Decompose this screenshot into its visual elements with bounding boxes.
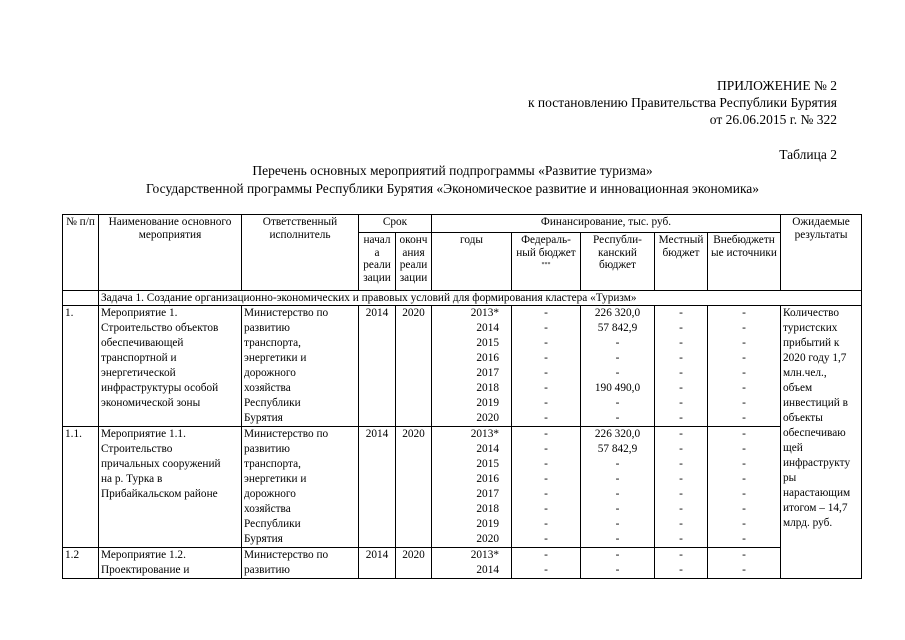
federal-budget-line: - — [544, 397, 548, 409]
activity-name-line: экономической зоны — [101, 397, 201, 409]
extra-budget-line: - — [742, 307, 746, 319]
activity-name-line: Прибайкальском районе — [101, 488, 218, 500]
republic-budget — [581, 306, 655, 427]
executor-line: развитию — [244, 443, 290, 455]
col-start: начал а реали зации — [359, 233, 396, 291]
republic-budget-line: - — [615, 367, 620, 379]
extra-budget-line: - — [742, 473, 746, 485]
local-budget-line: - — [679, 518, 683, 530]
executor — [242, 427, 359, 548]
local-budget-line: - — [679, 503, 683, 515]
federal-budget-line: - — [544, 382, 548, 394]
republic-budget — [581, 548, 655, 579]
end-year: 2020 — [396, 548, 432, 579]
local-budget-line: - — [679, 549, 683, 561]
republic-budget-line: - — [615, 488, 620, 500]
federal-budget-line: - — [544, 564, 548, 576]
years-line: 2018 — [476, 382, 499, 394]
years-line: 2020 — [476, 412, 499, 424]
start-year: 2014 — [359, 427, 396, 548]
executor-line: транспорта, — [244, 458, 301, 470]
republic-budget-line: - — [615, 458, 620, 470]
table-number: Таблица 2 — [779, 147, 837, 162]
years-line: 2019 — [476, 518, 499, 530]
years — [432, 548, 512, 579]
col-financing: Финансирование, тыс. руб. — [432, 215, 781, 233]
start-year: 2014 — [359, 548, 396, 579]
local-budget-line: - — [679, 443, 683, 455]
federal-budget-line: - — [544, 443, 548, 455]
col-federal-label: Федераль-ный бюджет — [516, 234, 576, 259]
executor-line: дорожного — [244, 488, 296, 500]
task-title: Задача 1. Создание организационно-экономических и правовых условий для формирования кластера «Туризм» — [99, 291, 862, 306]
local-budget — [655, 427, 708, 548]
activity-name-line: Мероприятие 1.2. — [101, 549, 186, 561]
republic-budget — [581, 427, 655, 548]
col-republic: Республи-канский бюджет — [581, 233, 655, 291]
local-budget — [655, 548, 708, 579]
activity-name-line: Строительство объектов — [101, 322, 219, 334]
document-title-line1: Перечень основных мероприятий подпрограммы «Развитие туризма» — [252, 163, 653, 178]
extra-budget-line: - — [742, 322, 746, 334]
federal-budget — [512, 306, 581, 427]
activity-name-line: обеспечивающей — [101, 337, 184, 349]
expected-results-line: обеспечиваю — [783, 427, 846, 439]
republic-budget-line: 226 320,0 — [594, 428, 641, 440]
years — [432, 306, 512, 427]
executor — [242, 548, 359, 579]
executor-line: энергетики и — [244, 473, 307, 485]
local-budget-line: - — [679, 533, 683, 545]
years-line: 2014 — [476, 443, 499, 455]
expected-results-line: Количество — [783, 307, 839, 319]
federal-budget — [512, 548, 581, 579]
years-line: 2016 — [476, 473, 499, 485]
federal-budget-line: - — [544, 322, 548, 334]
republic-budget-line: - — [615, 397, 620, 409]
federal-budget-line: - — [544, 352, 548, 364]
activity-name-line: Мероприятие 1.1. — [101, 428, 186, 440]
row-number: 1.1. — [63, 427, 99, 548]
years-line: 2017 — [476, 367, 499, 379]
republic-budget-line: 57 842,9 — [597, 443, 638, 455]
row-number: 1.2 — [63, 548, 99, 579]
republic-budget-line: - — [615, 412, 620, 424]
expected-results-line: нарастающим — [783, 487, 851, 499]
years — [432, 427, 512, 548]
years-line: 2016 — [476, 352, 499, 364]
executor-line: хозяйства — [244, 382, 291, 394]
executor-line: Республики — [244, 397, 301, 409]
executor — [242, 306, 359, 427]
years-line: 2017 — [476, 488, 499, 500]
col-local: Местный бюджет — [655, 233, 708, 291]
years-line: 2013* — [470, 428, 499, 440]
table-row — [63, 427, 862, 548]
col-federal — [512, 233, 581, 291]
extra-budget-line: - — [742, 518, 746, 530]
col-name: Наименование основного мероприятия — [99, 215, 242, 291]
activity-name-line: энергетической — [101, 367, 176, 379]
republic-budget-line: - — [615, 549, 620, 561]
extra-budget-line: - — [742, 549, 746, 561]
activity-name-line: на р. Турка в — [101, 473, 163, 485]
footnote-mark: *** — [541, 262, 551, 268]
expected-results-line: объем — [783, 382, 813, 394]
executor-line: энергетики и — [244, 352, 307, 364]
federal-budget-line: - — [544, 458, 548, 470]
activity-name — [99, 427, 242, 548]
extra-budget-line: - — [742, 564, 746, 576]
local-budget-line: - — [679, 488, 683, 500]
executor-line: Бурятия — [244, 412, 283, 424]
local-budget-line: - — [679, 428, 683, 440]
executor-line: Бурятия — [244, 533, 283, 545]
expected-results-line: туристских — [783, 322, 838, 334]
executor-line: Республики — [244, 518, 301, 530]
executor-line: Министерство по — [244, 428, 329, 440]
years-line: 2015 — [476, 337, 499, 349]
local-budget-line: - — [679, 397, 683, 409]
extra-budget — [708, 548, 781, 579]
federal-budget — [512, 427, 581, 548]
years-line: 2018 — [476, 503, 499, 515]
extra-budget-line: - — [742, 533, 746, 545]
decree-date: от 26.06.2015 г. № 322 — [709, 112, 837, 127]
local-budget-line: - — [679, 322, 683, 334]
years-line: 2014 — [476, 564, 499, 576]
executor-line: дорожного — [244, 367, 296, 379]
expected-results-line: объекты — [783, 412, 823, 424]
republic-budget-line: 226 320,0 — [594, 307, 641, 319]
table-row — [63, 548, 862, 579]
republic-budget-line: - — [615, 533, 620, 545]
local-budget-line: - — [679, 337, 683, 349]
executor-line: транспорта, — [244, 337, 301, 349]
federal-budget-line: - — [544, 533, 548, 545]
federal-budget-line: - — [544, 412, 548, 424]
executor-line: развитию — [244, 322, 290, 334]
republic-budget-line: - — [615, 518, 620, 530]
expected-results-line: 2020 году 1,7 — [783, 352, 847, 364]
executor-line: Министерство по — [244, 549, 329, 561]
federal-budget-line: - — [544, 488, 548, 500]
federal-budget-line: - — [544, 367, 548, 379]
republic-budget-line: - — [615, 352, 620, 364]
expected-results-line: млрд. руб. — [783, 517, 833, 529]
expected-results-line: ры — [783, 472, 797, 484]
activity-name-line: Строительство — [101, 443, 173, 455]
end-year: 2020 — [396, 306, 432, 427]
table-row — [63, 306, 862, 427]
start-year: 2014 — [359, 306, 396, 427]
document-title-line2: Государственной программы Республики Бурятия «Экономическое развитие и инновационная экономика» — [145, 181, 760, 196]
expected-results-line: инфраструкту — [783, 457, 851, 469]
years-line: 2013* — [470, 549, 499, 561]
local-budget-line: - — [679, 458, 683, 470]
local-budget — [655, 306, 708, 427]
years-line: 2015 — [476, 458, 499, 470]
years-line: 2020 — [476, 533, 499, 545]
executor-line: развитию — [244, 564, 290, 576]
federal-budget-line: - — [544, 549, 548, 561]
extra-budget — [708, 306, 781, 427]
federal-budget-line: - — [544, 428, 548, 440]
col-years: годы — [432, 233, 512, 291]
col-executor: Ответственный исполнитель — [242, 215, 359, 291]
col-extra: Внебюджетн ые источники — [708, 233, 781, 291]
local-budget-line: - — [679, 564, 683, 576]
extra-budget — [708, 427, 781, 548]
republic-budget-line: - — [615, 473, 620, 485]
federal-budget-line: - — [544, 518, 548, 530]
federal-budget-line: - — [544, 337, 548, 349]
activities-table — [62, 214, 862, 579]
extra-budget-line: - — [742, 412, 746, 424]
extra-budget-line: - — [742, 503, 746, 515]
local-budget-line: - — [679, 307, 683, 319]
executor-line: хозяйства — [244, 503, 291, 515]
expected-results-line: щей — [783, 442, 803, 454]
executor-line: Министерство по — [244, 307, 329, 319]
end-year: 2020 — [396, 427, 432, 548]
expected-results-line: инвестиций в — [783, 397, 848, 409]
col-results: Ожидаемые результаты — [781, 215, 862, 291]
local-budget-line: - — [679, 473, 683, 485]
decree-reference: к постановлению Правительства Республики Бурятия — [528, 95, 837, 110]
extra-budget-line: - — [742, 397, 746, 409]
extra-budget-line: - — [742, 352, 746, 364]
activity-name-line: Мероприятие 1. — [101, 307, 178, 319]
expected-results — [781, 306, 862, 579]
republic-budget-line: 190 490,0 — [594, 382, 641, 394]
col-num: № п/п — [63, 215, 99, 291]
local-budget-line: - — [679, 382, 683, 394]
extra-budget-line: - — [742, 488, 746, 500]
years-line: 2019 — [476, 397, 499, 409]
appendix-title: ПРИЛОЖЕНИЕ № 2 — [716, 78, 837, 93]
federal-budget-line: - — [544, 307, 548, 319]
expected-results-line: млн.чел., — [783, 367, 827, 379]
federal-budget-line: - — [544, 473, 548, 485]
years-line: 2013* — [470, 307, 499, 319]
extra-budget-line: - — [742, 458, 746, 470]
activity-name-line: инфраструктуры особой — [101, 382, 219, 394]
activity-name-line: транспортной и — [101, 352, 177, 364]
activity-name-line: причальных сооружений — [101, 458, 221, 470]
activity-name — [99, 306, 242, 427]
local-budget-line: - — [679, 412, 683, 424]
local-budget-line: - — [679, 367, 683, 379]
row-number: 1. — [63, 306, 99, 427]
col-term: Срок — [359, 215, 432, 233]
extra-budget-line: - — [742, 382, 746, 394]
republic-budget-line: - — [615, 564, 620, 576]
years-line: 2014 — [476, 322, 499, 334]
task-num-cell — [63, 291, 99, 306]
republic-budget-line: - — [615, 337, 620, 349]
extra-budget-line: - — [742, 367, 746, 379]
extra-budget-line: - — [742, 428, 746, 440]
expected-results-line: прибытий к — [783, 337, 840, 349]
republic-budget-line: - — [615, 503, 620, 515]
col-end: оконч ания реали зации — [396, 233, 432, 291]
expected-results-line: итогом – 14,7 — [783, 502, 848, 514]
activity-name — [99, 548, 242, 579]
republic-budget-line: 57 842,9 — [597, 322, 638, 334]
local-budget-line: - — [679, 352, 683, 364]
extra-budget-line: - — [742, 337, 746, 349]
federal-budget-line: - — [544, 503, 548, 515]
activity-name-line: Проектирование и — [101, 564, 190, 576]
extra-budget-line: - — [742, 443, 746, 455]
